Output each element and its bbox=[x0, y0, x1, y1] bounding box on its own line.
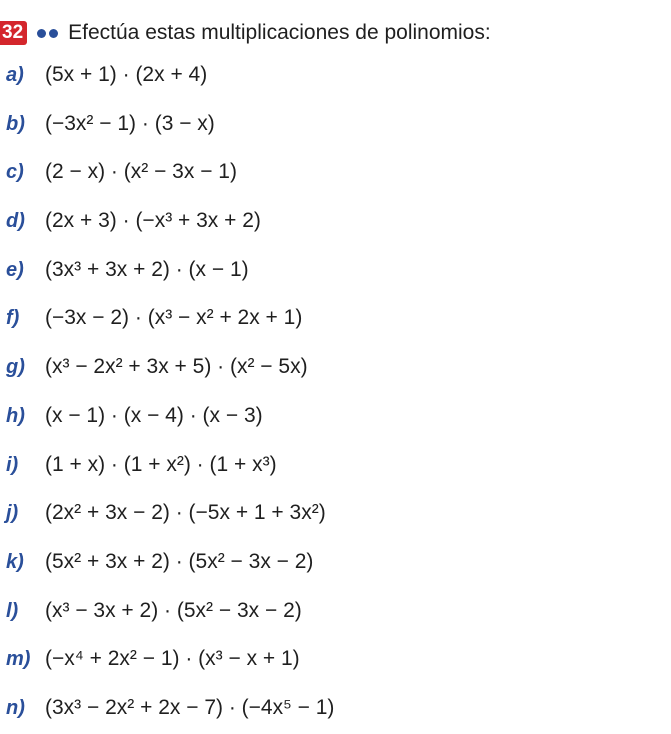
exercise-item-a bbox=[0, 52, 671, 101]
exercise-item-l bbox=[0, 588, 671, 637]
item-expression: (5x² + 3x + 2) · (5x² − 3x − 2) bbox=[45, 549, 314, 573]
exercise-item-g bbox=[0, 344, 671, 393]
item-letter: m) bbox=[6, 648, 31, 671]
exercise-list bbox=[0, 52, 671, 734]
item-expression: (−x⁴ + 2x² − 1) · (x³ − x + 1) bbox=[45, 647, 300, 671]
item-letter: e) bbox=[6, 258, 24, 281]
exercise-item-m bbox=[0, 636, 671, 685]
item-expression: (x³ − 2x² + 3x + 5) · (x² − 5x) bbox=[45, 355, 308, 379]
item-letter: d) bbox=[6, 210, 25, 233]
item-letter: n) bbox=[6, 696, 25, 719]
exercise-item-k bbox=[0, 539, 671, 588]
item-letter: i) bbox=[6, 453, 19, 476]
exercise-item-j bbox=[0, 490, 671, 539]
item-letter: a) bbox=[6, 64, 24, 86]
item-expression: (2x + 3) · (−x³ + 3x + 2) bbox=[45, 209, 261, 233]
item-expression: (1 + x) · (1 + x²) · (1 + x³) bbox=[45, 452, 277, 476]
item-letter: k) bbox=[6, 550, 24, 573]
item-expression: (2 − x) · (x² − 3x − 1) bbox=[45, 160, 237, 184]
exercise-title: Efectúa estas multiplicaciones de polinomios: bbox=[68, 21, 491, 44]
exercise-item-f bbox=[0, 295, 671, 344]
item-letter: l) bbox=[6, 599, 19, 622]
difficulty-dots-icon bbox=[37, 29, 58, 38]
difficulty-dot-icon bbox=[49, 29, 58, 38]
item-letter: j) bbox=[6, 502, 19, 525]
exercise-item-i bbox=[0, 442, 671, 491]
item-letter: f) bbox=[6, 307, 20, 330]
exercise-item-e bbox=[0, 247, 671, 296]
item-expression: (−3x² − 1) · (3 − x) bbox=[45, 111, 215, 135]
exercise-item-b bbox=[0, 101, 671, 150]
exercise-item-c bbox=[0, 149, 671, 198]
exercise-number-badge: 32 bbox=[0, 21, 27, 45]
item-expression: (3x³ − 2x² + 2x − 7) · (−4x⁵ − 1) bbox=[45, 695, 335, 719]
difficulty-dot-icon bbox=[37, 29, 46, 38]
item-expression: (x³ − 3x + 2) · (5x² − 3x − 2) bbox=[45, 598, 302, 622]
exercise-item-n bbox=[0, 685, 671, 734]
exercise-item-d bbox=[0, 198, 671, 247]
item-expression: (5x + 1) · (2x + 4) bbox=[45, 63, 208, 86]
exercise-item-h bbox=[0, 393, 671, 442]
item-expression: (3x³ + 3x + 2) · (x − 1) bbox=[45, 257, 249, 281]
exercise-header bbox=[0, 18, 491, 48]
item-expression: (−3x − 2) · (x³ − x² + 2x + 1) bbox=[45, 306, 303, 330]
item-letter: g) bbox=[6, 356, 25, 379]
item-expression: (2x² + 3x − 2) · (−5x + 1 + 3x²) bbox=[45, 501, 326, 525]
item-letter: h) bbox=[6, 404, 25, 427]
item-letter: b) bbox=[6, 112, 25, 135]
item-expression: (x − 1) · (x − 4) · (x − 3) bbox=[45, 403, 263, 427]
item-letter: c) bbox=[6, 161, 24, 184]
